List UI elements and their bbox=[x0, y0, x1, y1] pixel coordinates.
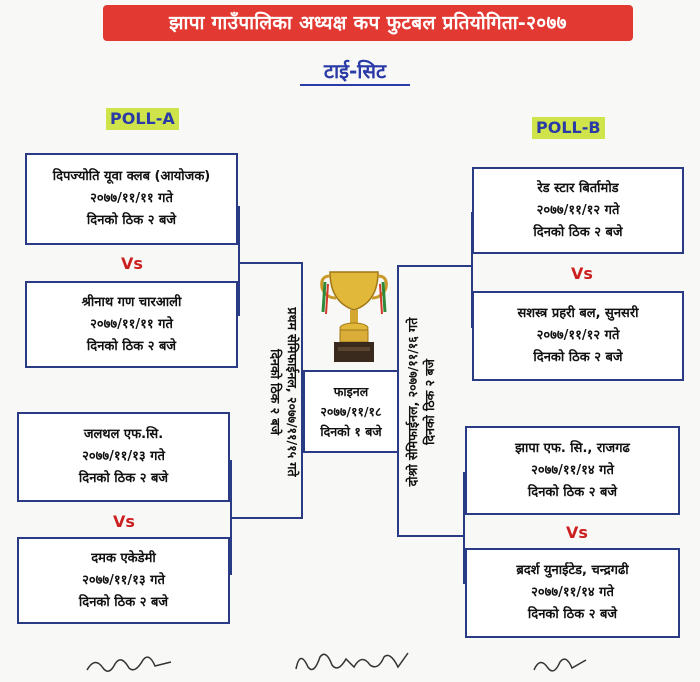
match-date: २०७७/११/१२ गते bbox=[536, 202, 620, 218]
team-box bbox=[472, 291, 684, 381]
semifinal-1-date: प्रथम सेमिफाईनल, २०७७/११/१५ गते bbox=[285, 307, 300, 477]
semifinal-2-date: दोश्रो सेमिफाईनल, २०७७/११/१६ गते bbox=[405, 317, 420, 487]
bracket-line bbox=[449, 265, 472, 267]
match-time: दिनको ठिक २ बजे bbox=[86, 338, 177, 354]
match-time: दिनको ठिक २ बजे bbox=[527, 607, 618, 622]
team-name: सशस्त्र प्रहरी बल, सुनसरी bbox=[517, 306, 639, 321]
pool-b-label: POLL-B bbox=[532, 117, 605, 139]
match-time: दिनको ठिक २ बजे bbox=[78, 594, 169, 610]
final-box bbox=[303, 370, 399, 453]
pool-a-label: POLL-A bbox=[106, 108, 179, 130]
team-box bbox=[465, 548, 680, 638]
match-date: २०७७/११/१२ गते bbox=[536, 328, 620, 343]
vs-label: Vs bbox=[121, 254, 143, 273]
team-name: ब्रदर्श युनाईटेड, चन्द्रगढी bbox=[516, 563, 629, 578]
team-box bbox=[17, 537, 230, 624]
match-time: दिनको ठिक २ बजे bbox=[533, 350, 623, 365]
final-time: दिनको १ बजे bbox=[320, 423, 382, 439]
vs-label: Vs bbox=[566, 523, 588, 542]
bracket-line bbox=[449, 535, 464, 537]
vs-label: Vs bbox=[113, 512, 135, 531]
semifinal-2-time: दिनको ठिक २ बजे bbox=[422, 359, 437, 445]
team-box bbox=[25, 153, 238, 245]
signature-2 bbox=[292, 645, 412, 681]
page-title: झापा गाउँपालिका अध्यक्ष कप फुटबल प्रतियोगिता-२०७७ bbox=[103, 5, 633, 41]
team-name: झापा एफ. सि., राजगढ bbox=[515, 440, 630, 456]
team-box bbox=[472, 167, 684, 254]
trophy-icon bbox=[320, 262, 388, 367]
semifinal-1-label bbox=[261, 268, 301, 516]
bracket-line bbox=[238, 206, 240, 316]
team-name: दिपज्योति यूवा क्लब (आयोजक) bbox=[52, 169, 211, 184]
bracket-line bbox=[238, 262, 260, 264]
team-box bbox=[465, 426, 680, 515]
match-date: २०७७/११/१३ गते bbox=[82, 572, 165, 588]
match-time: दिनको ठिक २ बजे bbox=[86, 213, 177, 228]
match-date: २०७७/११/१३ गते bbox=[82, 449, 165, 464]
match-date: २०७७/११/१४ गते bbox=[531, 462, 614, 478]
final-label: फाइनल bbox=[333, 383, 369, 399]
match-time: दिनको ठिक २ बजे bbox=[78, 471, 169, 486]
semifinal-1-time: दिनको ठिक २ बजे bbox=[268, 349, 283, 435]
semifinal-2-label bbox=[404, 268, 444, 536]
team-box bbox=[25, 281, 238, 368]
signature-1 bbox=[85, 648, 175, 682]
match-time: दिनको ठिक २ बजे bbox=[533, 224, 623, 240]
signature-3 bbox=[530, 650, 590, 682]
final-date: २०७७/११/१८ bbox=[320, 403, 382, 419]
match-time: दिनको ठिक २ बजे bbox=[527, 484, 618, 500]
team-name: रेड स्टार बिर्तामोड bbox=[537, 180, 619, 196]
vs-label: Vs bbox=[571, 264, 593, 283]
match-date: २०७७/११/११ गते bbox=[90, 191, 173, 206]
team-box bbox=[17, 412, 230, 502]
page-subtitle: टाई-सिट bbox=[300, 58, 410, 86]
match-date: २०७७/११/१४ गते bbox=[531, 585, 614, 600]
team-name: श्रीनाथ गण चारआली bbox=[81, 294, 182, 310]
team-name: दमक एकेडेमी bbox=[91, 550, 156, 566]
team-name: जलथल एफ.सि. bbox=[83, 427, 164, 442]
match-date: २०७७/११/११ गते bbox=[90, 316, 173, 332]
